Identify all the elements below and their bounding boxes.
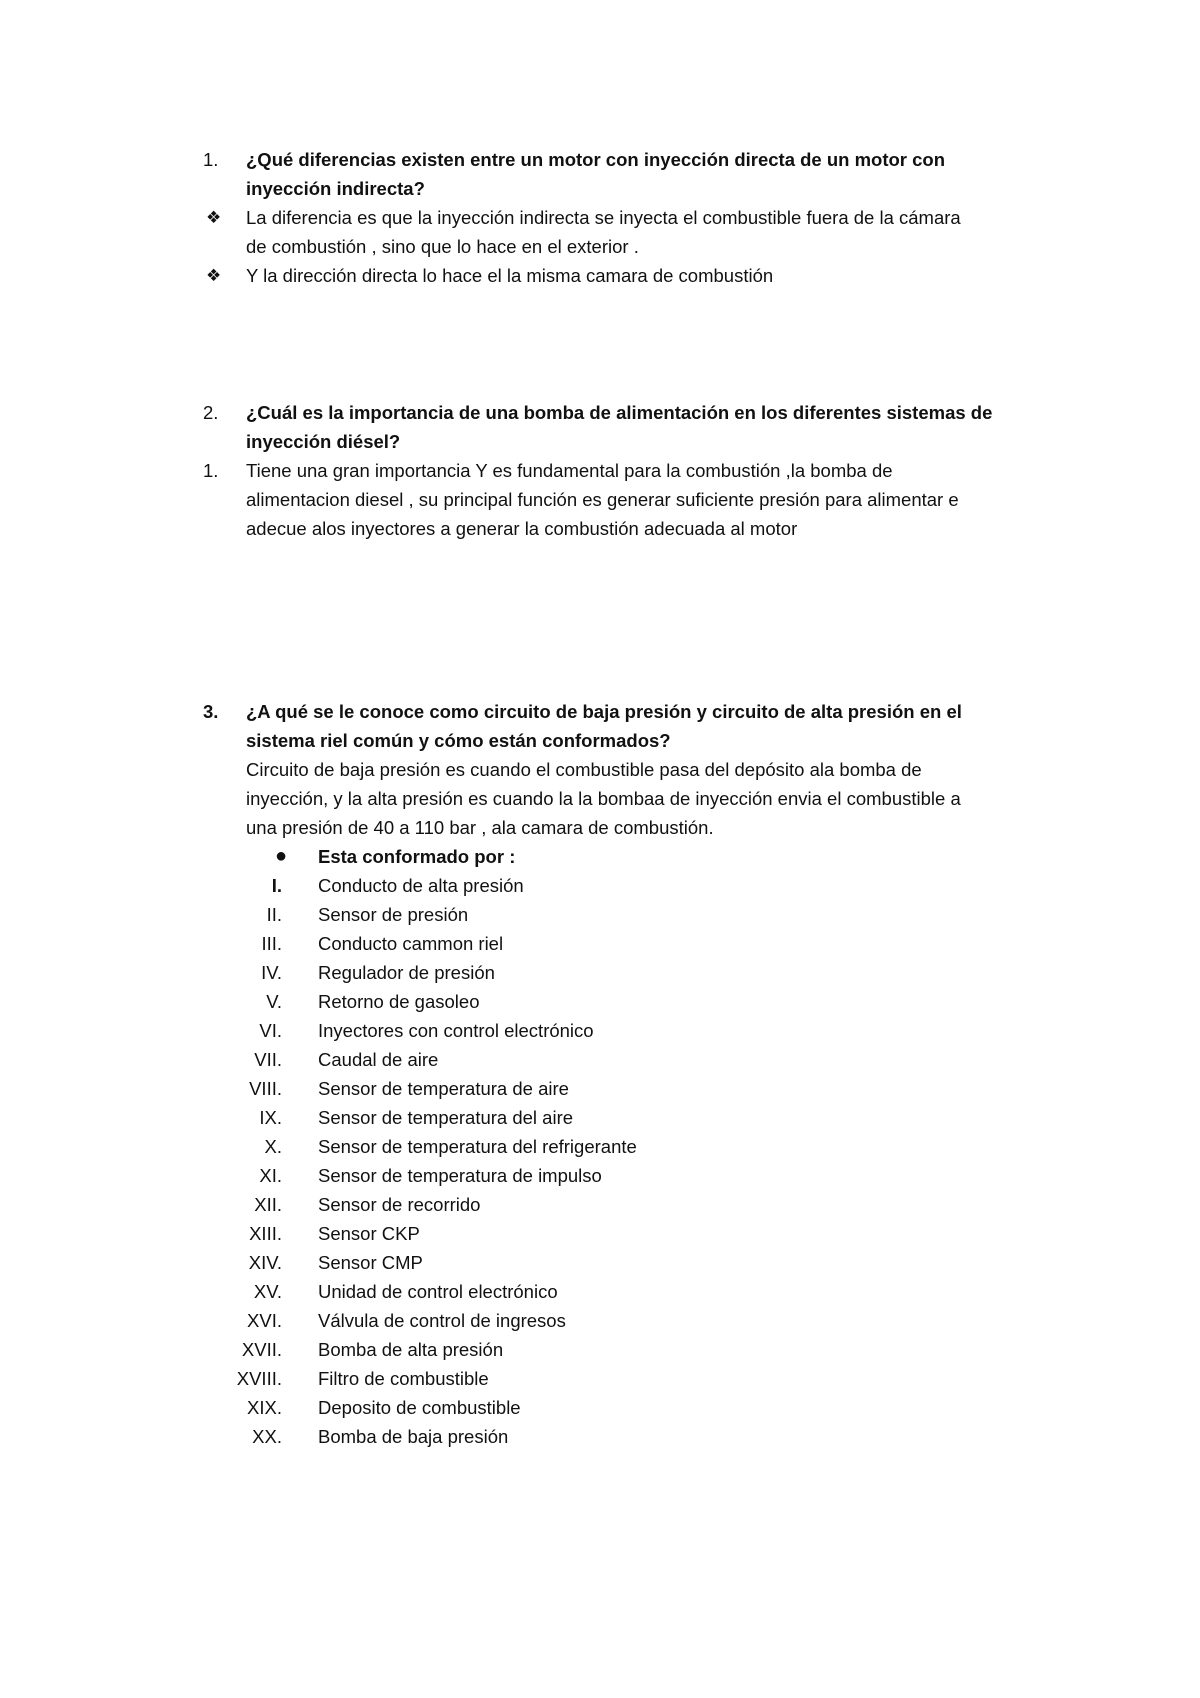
list-numeral: XVIII. (236, 1368, 282, 1389)
answer-text-line: Y la dirección directa lo hace el la misma camara de combustión (246, 265, 774, 286)
list-numeral: III. (261, 933, 282, 954)
answer-text-line: inyección, y la alta presión es cuando la la bombaa de inyección envia el combustible a (246, 788, 961, 809)
list-item-text: Conducto de alta presión (318, 875, 524, 896)
diamond-bullet-icon: ❖ (206, 266, 222, 285)
list-numeral: VI. (259, 1020, 282, 1041)
list-item-text: Bomba de baja presión (318, 1426, 509, 1447)
list-item-text: Sensor de temperatura del aire (318, 1107, 574, 1128)
list-item (0, 1277, 1200, 1306)
components-heading-row (0, 842, 1200, 871)
question-text-line: sistema riel común y cómo están conformados? (246, 730, 671, 751)
answer-text-line: adecue alos inyectores a generar la combustión adecuada al motor (246, 518, 798, 539)
list-item-text: Válvula de control de ingresos (318, 1310, 566, 1331)
list-item (0, 1364, 1200, 1393)
answer-text-line: Tiene una gran importancia Y es fundamental para la combustión ,la bomba de (246, 460, 893, 481)
question-number: 2. (203, 402, 219, 423)
list-item-text: Filtro de combustible (318, 1368, 489, 1389)
list-item-text: Sensor CMP (318, 1252, 423, 1273)
list-numeral: XV. (253, 1281, 282, 1302)
list-item-text: Sensor de presión (318, 904, 469, 925)
question-text-line: ¿A qué se le conoce como circuito de baja presión y circuito de alta presión en el (246, 701, 962, 722)
list-numeral: XVI. (247, 1310, 282, 1331)
list-item (0, 1074, 1200, 1103)
list-item (0, 1219, 1200, 1248)
list-item (0, 1161, 1200, 1190)
answer-text-line: una presión de 40 a 110 bar , ala camara de combustión. (246, 817, 714, 838)
list-item-text: Bomba de alta presión (318, 1339, 504, 1360)
list-numeral: VII. (254, 1049, 282, 1070)
list-item-text: Conducto cammon riel (318, 933, 504, 954)
list-item-text: Sensor CKP (318, 1223, 420, 1244)
list-numeral: I. (271, 875, 282, 896)
answer-text-line: Circuito de baja presión es cuando el combustible pasa del depósito ala bomba de (246, 759, 922, 780)
question-text-line: inyección indirecta? (246, 178, 425, 199)
list-numeral: XVII. (241, 1339, 282, 1360)
diamond-bullet-icon: ❖ (206, 208, 222, 227)
answer-text-line: de combustión , sino que lo hace en el exterior . (246, 236, 639, 257)
list-numeral: X. (264, 1136, 282, 1157)
list-item (0, 1132, 1200, 1161)
list-numeral: XX. (252, 1426, 282, 1447)
list-item-text: Sensor de temperatura de aire (318, 1078, 569, 1099)
list-item (0, 1422, 1200, 1451)
list-numeral: VIII. (249, 1078, 282, 1099)
list-numeral: XI. (259, 1165, 282, 1186)
list-item-text: Sensor de recorrido (318, 1194, 481, 1215)
list-numeral: XIV. (248, 1252, 282, 1273)
round-bullet-icon: ● (275, 845, 288, 867)
list-item-text: Deposito de combustible (318, 1397, 521, 1418)
list-item (0, 1306, 1200, 1335)
answer-text-line: alimentacion diesel , su principal función es generar suficiente presión para alimentar e (246, 489, 959, 510)
answer-text-line: La diferencia es que la inyección indirecta se inyecta el combustible fuera de la cámara (246, 207, 961, 228)
answer-number: 1. (203, 460, 219, 481)
list-item (0, 1103, 1200, 1132)
list-item-text: Retorno de gasoleo (318, 991, 480, 1012)
question-text-line: ¿Cuál es la importancia de una bomba de alimentación en los diferentes sistemas de (246, 402, 993, 423)
components-heading: Esta conformado por : (318, 846, 516, 867)
list-item-text: Caudal de aire (318, 1049, 439, 1070)
question-number: 3. (203, 701, 219, 722)
list-item (0, 987, 1200, 1016)
list-item (0, 1016, 1200, 1045)
list-item (0, 1190, 1200, 1219)
list-numeral: IX. (259, 1107, 282, 1128)
list-item-text: Unidad de control electrónico (318, 1281, 558, 1302)
list-item (0, 900, 1200, 929)
list-item (0, 929, 1200, 958)
list-numeral: IV. (261, 962, 282, 983)
list-item-text: Regulador de presión (318, 962, 495, 983)
list-item (0, 958, 1200, 987)
list-item (0, 871, 1200, 900)
list-item-text: Sensor de temperatura del refrigerante (318, 1136, 637, 1157)
question-number: 1. (203, 149, 219, 170)
question-text-line: inyección diésel? (246, 431, 401, 452)
list-item (0, 1045, 1200, 1074)
list-numeral: XIII. (249, 1223, 282, 1244)
list-numeral: II. (266, 904, 282, 925)
list-numeral: XIX. (247, 1397, 282, 1418)
list-item (0, 1393, 1200, 1422)
list-item (0, 1335, 1200, 1364)
question-text-line: ¿Qué diferencias existen entre un motor con inyección directa de un motor con (246, 149, 946, 170)
list-item-text: Sensor de temperatura de impulso (318, 1165, 602, 1186)
list-item-text: Inyectores con control electrónico (318, 1020, 594, 1041)
list-numeral: V. (266, 991, 282, 1012)
list-item (0, 1248, 1200, 1277)
list-numeral: XII. (254, 1194, 282, 1215)
